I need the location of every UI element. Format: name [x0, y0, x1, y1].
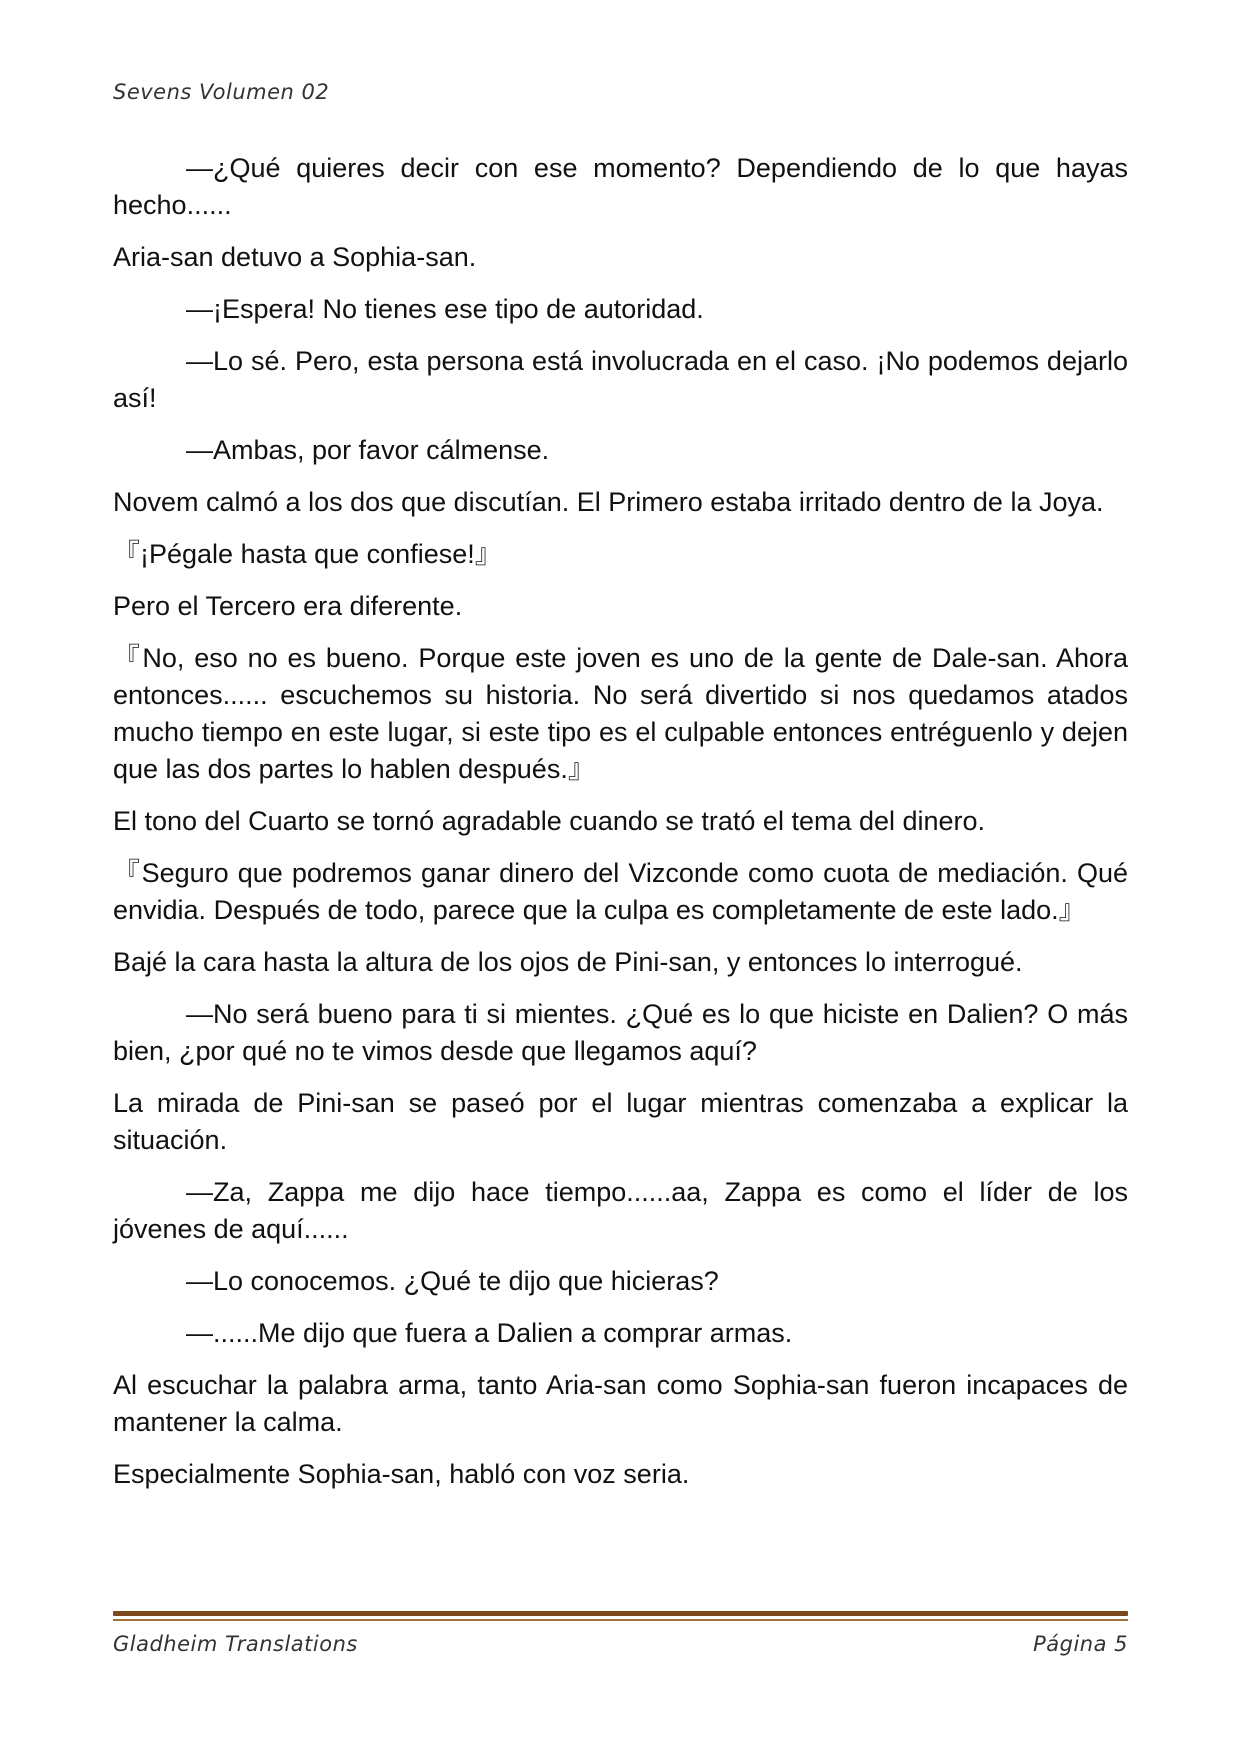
paragraph: —Za, Zappa me dijo hace tiempo......aa, Zappa es como el líder de los jóvenes de aquí......	[113, 1177, 1128, 1244]
paragraph: 『¡Pégale hasta que confiese!』	[113, 539, 502, 569]
page-number: Página 5	[1033, 1632, 1128, 1656]
footer-rule-thin	[113, 1619, 1128, 1621]
paragraph: Pero el Tercero era diferente.	[113, 591, 463, 621]
paragraph: —No será bueno para ti si mientes. ¿Qué es lo que hiciste en Dalien? O más bien, ¿por qué no te vimos desde que llegamos aquí?	[113, 999, 1128, 1066]
paragraph: Especialmente Sophia-san, habló con voz seria.	[113, 1459, 690, 1489]
paragraph: La mirada de Pini-san se paseó por el lugar mientras comenzaba a explicar la situación.	[113, 1088, 1128, 1155]
paragraph: —......Me dijo que fuera a Dalien a comprar armas.	[186, 1318, 793, 1348]
footer-credit: Gladheim Translations	[113, 1632, 358, 1656]
paragraph: 『No, eso no es bueno. Porque este joven es uno de la gente de Dale-san. Ahora entonces...... escuchemos su historia. No será divertido si nos quedamos atados mucho tiempo en este lugar, si este tipo es el culpable entonces entréguenlo y dejen que las dos partes lo hablen después.』	[113, 643, 1128, 784]
paragraph: Aria-san detuvo a Sophia-san.	[113, 242, 477, 272]
page-body	[113, 150, 1128, 1493]
paragraph: —¿Qué quieres decir con ese momento? Dependiendo de lo que hayas hecho......	[113, 153, 1128, 220]
running-header: Sevens Volumen 02	[113, 80, 330, 104]
paragraph: El tono del Cuarto se tornó agradable cuando se trató el tema del dinero.	[113, 806, 986, 836]
paragraph: 『Seguro que podremos ganar dinero del Vizconde como cuota de mediación. Qué envidia. Después de todo, parece que la culpa es completamente de este lado.』	[113, 858, 1128, 925]
paragraph: —Lo sé. Pero, esta persona está involucrada en el caso. ¡No podemos dejarlo así!	[113, 346, 1128, 413]
paragraph: Al escuchar la palabra arma, tanto Aria-san como Sophia-san fueron incapaces de mantener la calma.	[113, 1370, 1128, 1437]
footer-rule	[113, 1611, 1128, 1616]
paragraph: —Ambas, por favor cálmense.	[186, 435, 550, 465]
paragraph: —¡Espera! No tienes ese tipo de autoridad.	[186, 294, 704, 324]
paragraph: Bajé la cara hasta la altura de los ojos de Pini-san, y entonces lo interrogué.	[113, 947, 1023, 977]
paragraph: —Lo conocemos. ¿Qué te dijo que hicieras?	[186, 1266, 719, 1296]
paragraph: Novem calmó a los dos que discutían. El Primero estaba irritado dentro de la Joya.	[113, 487, 1104, 517]
